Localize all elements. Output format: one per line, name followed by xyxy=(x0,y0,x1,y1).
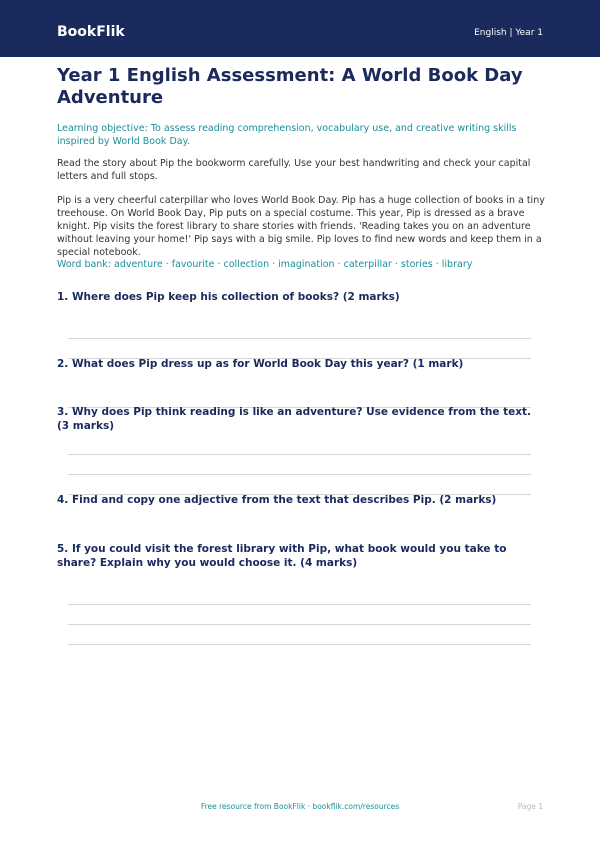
story-text: Pip is a very cheerful caterpillar who loves World Book Day. Pip has a huge collection of books in a tiny treehouse. On World Book Day, Pip puts on a special costume. This year, Pip is dressed as a brave knight. Pip visits the forest library to share stories with friends. 'Reading takes you on an adventure without leaving your home!' Pip says with a big smile. Pip loves to find new words and keep them in a special notebook. xyxy=(57,195,545,258)
question-4: 4. Find and copy one adjective from the text that describes Pip. (2 marks) xyxy=(57,494,497,506)
brand-logo-text: BookFlik xyxy=(57,24,125,40)
answer-line[interactable] xyxy=(68,338,531,339)
answer-line[interactable] xyxy=(68,604,531,605)
question-2: 2. What does Pip dress up as for World Book Day this year? (1 mark) xyxy=(57,358,464,370)
answer-line[interactable] xyxy=(68,454,531,455)
question-5: 5. If you could visit the forest library with Pip, what book would you take to share? Explain why you would choose it. (4 marks) xyxy=(57,543,507,569)
instructions-text: Read the story about Pip the bookworm carefully. Use your best handwriting and check your capital letters and full stops. xyxy=(57,158,531,182)
learning-objective: Learning objective: To assess reading comprehension, vocabulary use, and creative writing skills inspired by World Book Day. xyxy=(57,123,517,147)
question-3: 3. Why does Pip think reading is like an adventure? Use evidence from the text. (3 marks) xyxy=(57,406,532,432)
word-bank: Word bank: adventure · favourite · collection · imagination · caterpillar · stories · library xyxy=(57,259,473,270)
answer-line[interactable] xyxy=(68,474,531,475)
page-number: Page 1 xyxy=(517,802,543,811)
answer-line[interactable] xyxy=(68,624,531,625)
answer-line[interactable] xyxy=(68,644,531,645)
subject-year-label: English | Year 1 xyxy=(474,28,543,38)
question-1: 1. Where does Pip keep his collection of books? (2 marks) xyxy=(57,291,400,303)
footer-credit: Free resource from BookFlik · bookflik.com/resources xyxy=(200,802,400,811)
worksheet-title: Year 1 English Assessment: A World Book Day Adventure xyxy=(57,65,523,108)
header-bar xyxy=(0,0,600,57)
